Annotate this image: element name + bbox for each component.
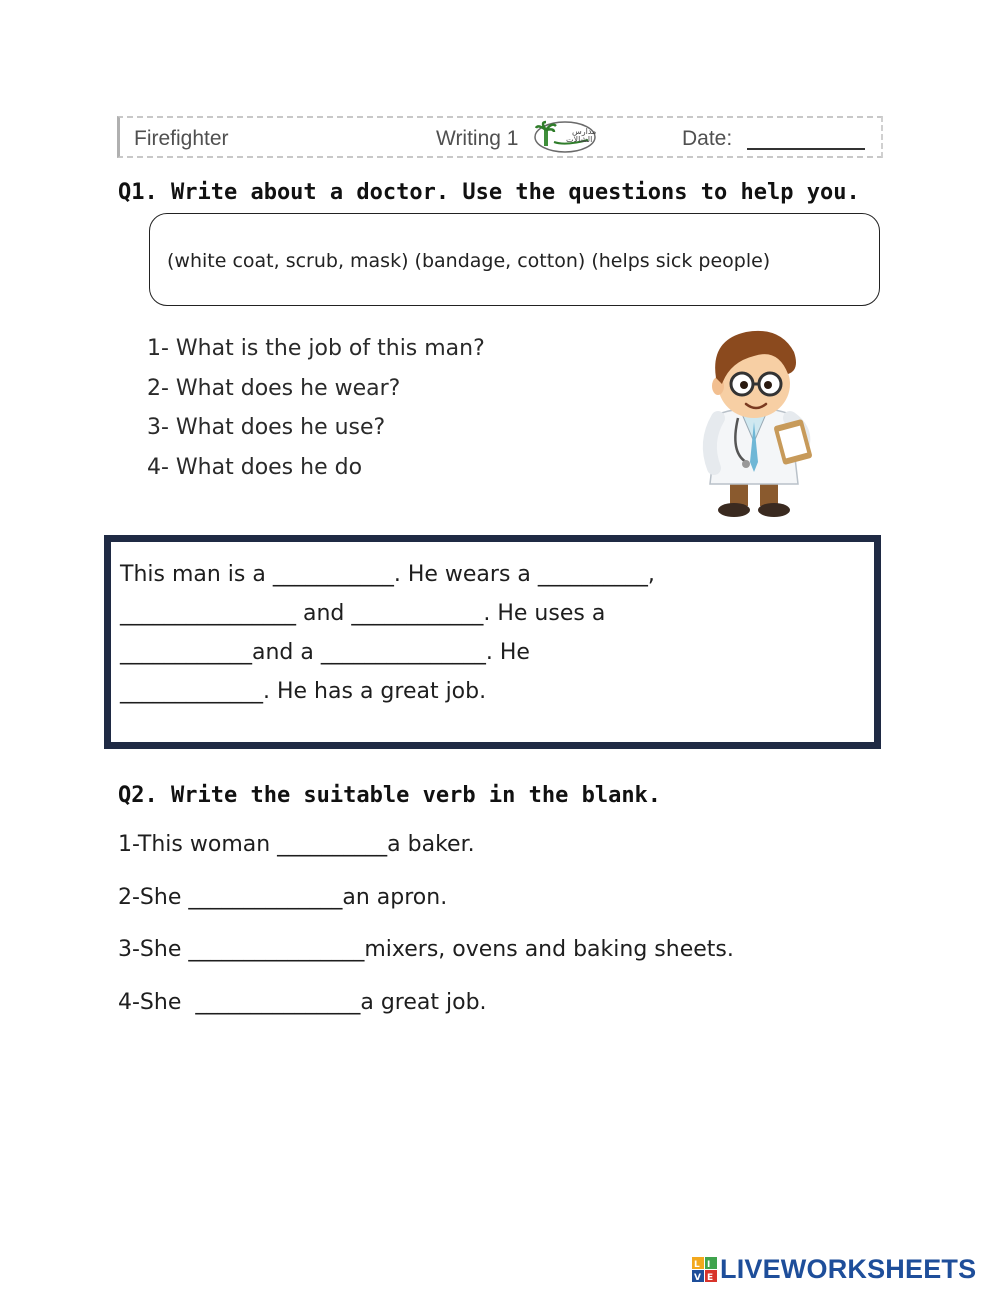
header-topic: Firefighter (134, 127, 229, 150)
guide-question: 2- What does he wear? (147, 375, 401, 401)
svg-text:الشالات: الشالات (566, 135, 593, 144)
svg-text:E: E (707, 1273, 714, 1283)
paragraph-line[interactable]: This man is a ___________. He wears a __________, (120, 562, 655, 587)
worksheet-header (117, 116, 883, 158)
svg-text:مدارس: مدارس (572, 127, 597, 136)
guide-question: 3- What does he use? (147, 415, 386, 440)
verb-item[interactable]: 1-This woman __________a baker. (118, 832, 475, 857)
paragraph-line[interactable]: ________________ and ____________. He uses a (120, 601, 606, 626)
verb-item[interactable]: 3-She ________________mixers, ovens and baking sheets. (118, 937, 734, 962)
word-bank-text: (white coat, scrub, mask) (bandage, cotton) (helps sick people) (167, 250, 771, 272)
paragraph-frame (104, 535, 881, 749)
brand-name: LIVEWORKSHEETS (720, 1254, 977, 1284)
doctor-illustration (660, 322, 854, 520)
word-bank-box (149, 213, 880, 306)
verb-item[interactable]: 2-She ______________an apron. (118, 884, 448, 910)
paragraph-line[interactable]: ____________and a _______________. He (120, 640, 530, 665)
header-writing: Writing 1 (436, 127, 519, 150)
paragraph-line[interactable]: _____________. He has a great job. (120, 679, 487, 704)
q2-title: Q2. Write the suitable verb in the blank. (118, 783, 662, 808)
guide-question: 1- What is the job of this man? (147, 336, 485, 361)
guide-question: 4- What does he do (147, 454, 363, 480)
verb-exercise-list (118, 832, 734, 1042)
school-logo-icon (532, 118, 598, 156)
date-blank[interactable] (747, 148, 865, 150)
guide-questions (147, 336, 485, 494)
header-date-label: Date: (682, 127, 733, 150)
q1-title: Q1. Write about a doctor. Use the questions to help you. (118, 180, 860, 205)
svg-text:I: I (707, 1260, 711, 1270)
liveworksheets-logo-icon (692, 1257, 718, 1283)
svg-text:L: L (694, 1260, 700, 1270)
svg-text:V: V (694, 1273, 701, 1283)
verb-item[interactable]: 4-She _______________a great job. (118, 989, 487, 1015)
